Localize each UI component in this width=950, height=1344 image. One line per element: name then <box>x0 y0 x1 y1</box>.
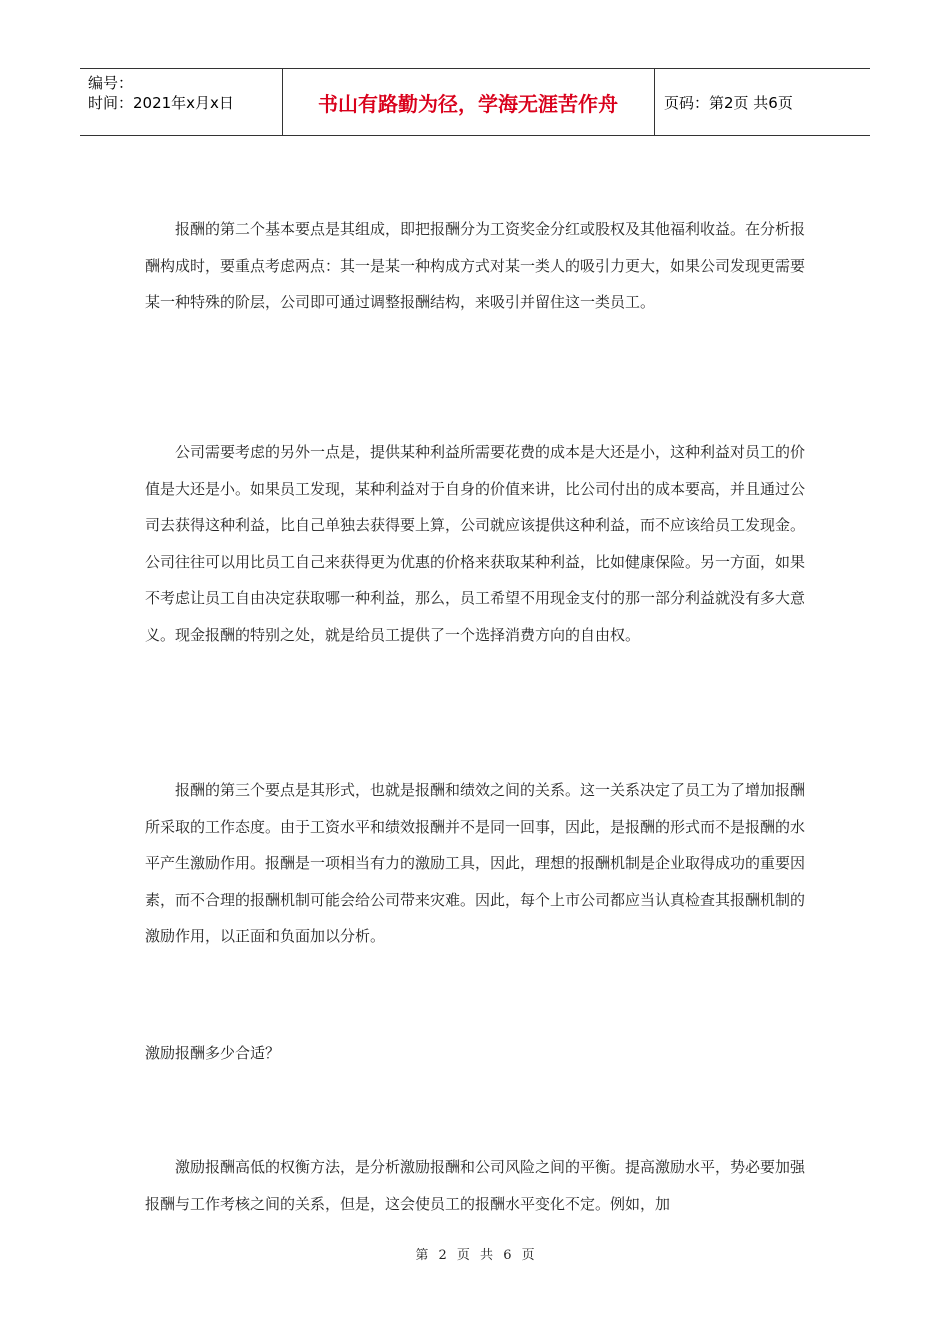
header-meta <box>88 73 283 113</box>
page-footer: 第 2 页 共 6 页 <box>415 1248 535 1263</box>
paragraph-4: 激励报酬高低的权衡方法，是分析激励报酬和公司风险之间的平衡。提高激励水平，势必要加强报酬与工作考核之间的关系，但是，这会使员工的报酬水平变化不定。例如，加 <box>145 1158 806 1213</box>
header-divider-right <box>654 69 655 135</box>
paragraph-1: 报酬的第二个基本要点是其组成，即把报酬分为工资奖金分红或股权及其他福利收益。在分析报酬构成时，要重点考虑两点：其一是某一种构成方式对某一类人的吸引力更大，如果公司发现更需要某一种特殊的阶层，公司即可通过调整报酬结构，来吸引并留住这一类员工。 <box>145 220 806 311</box>
paragraph-2: 公司需要考虑的另外一点是，提供某种利益所需要花费的成本是大还是小，这种利益对员工的价值是大还是小。如果员工发现，某种利益对于自身的价值来讲，比公司付出的成本要高，并且通过公司去获得这种利益，比自己单独去获得要上算，公司就应该提供这种利益，而不应该给员工发现金。公司往往可以用比员工自己来获得更为优惠的价格来获取某种利益，比如健康保险。另一方面，如果不考虑让员工自由决定获取哪一种利益，那么，员工希望不用现金支付的那一部分利益就没有多大意义。现金报酬的特别之处，就是给员工提供了一个选择消费方向的自由权。 <box>145 443 806 644</box>
paragraph-3: 报酬的第三个要点是其形式，也就是报酬和绩效之间的关系。这一关系决定了员工为了增加报酬所采取的工作态度。由于工资水平和绩效报酬并不是同一回事，因此，是报酬的形式而不是报酬的水平产生激励作用。报酬是一项相当有力的激励工具，因此，理想的报酬机制是企业取得成功的重要因素，而不合理的报酬机制可能会给公司带来灾难。因此，每个上市公司都应当认真检查其报酬机制的激励作用，以正面和负面加以分析。 <box>145 781 806 945</box>
document-header <box>80 68 870 136</box>
time-label: 时间：2021年x月x日 <box>88 94 234 112</box>
header-motto: 书山有路勤为径，学海无涯苦作舟 <box>318 91 618 116</box>
header-page-info: 页码：第2页 共6页 <box>664 93 793 112</box>
number-label: 编号： <box>88 74 134 92</box>
section-heading: 激励报酬多少合适？ <box>145 1044 281 1062</box>
